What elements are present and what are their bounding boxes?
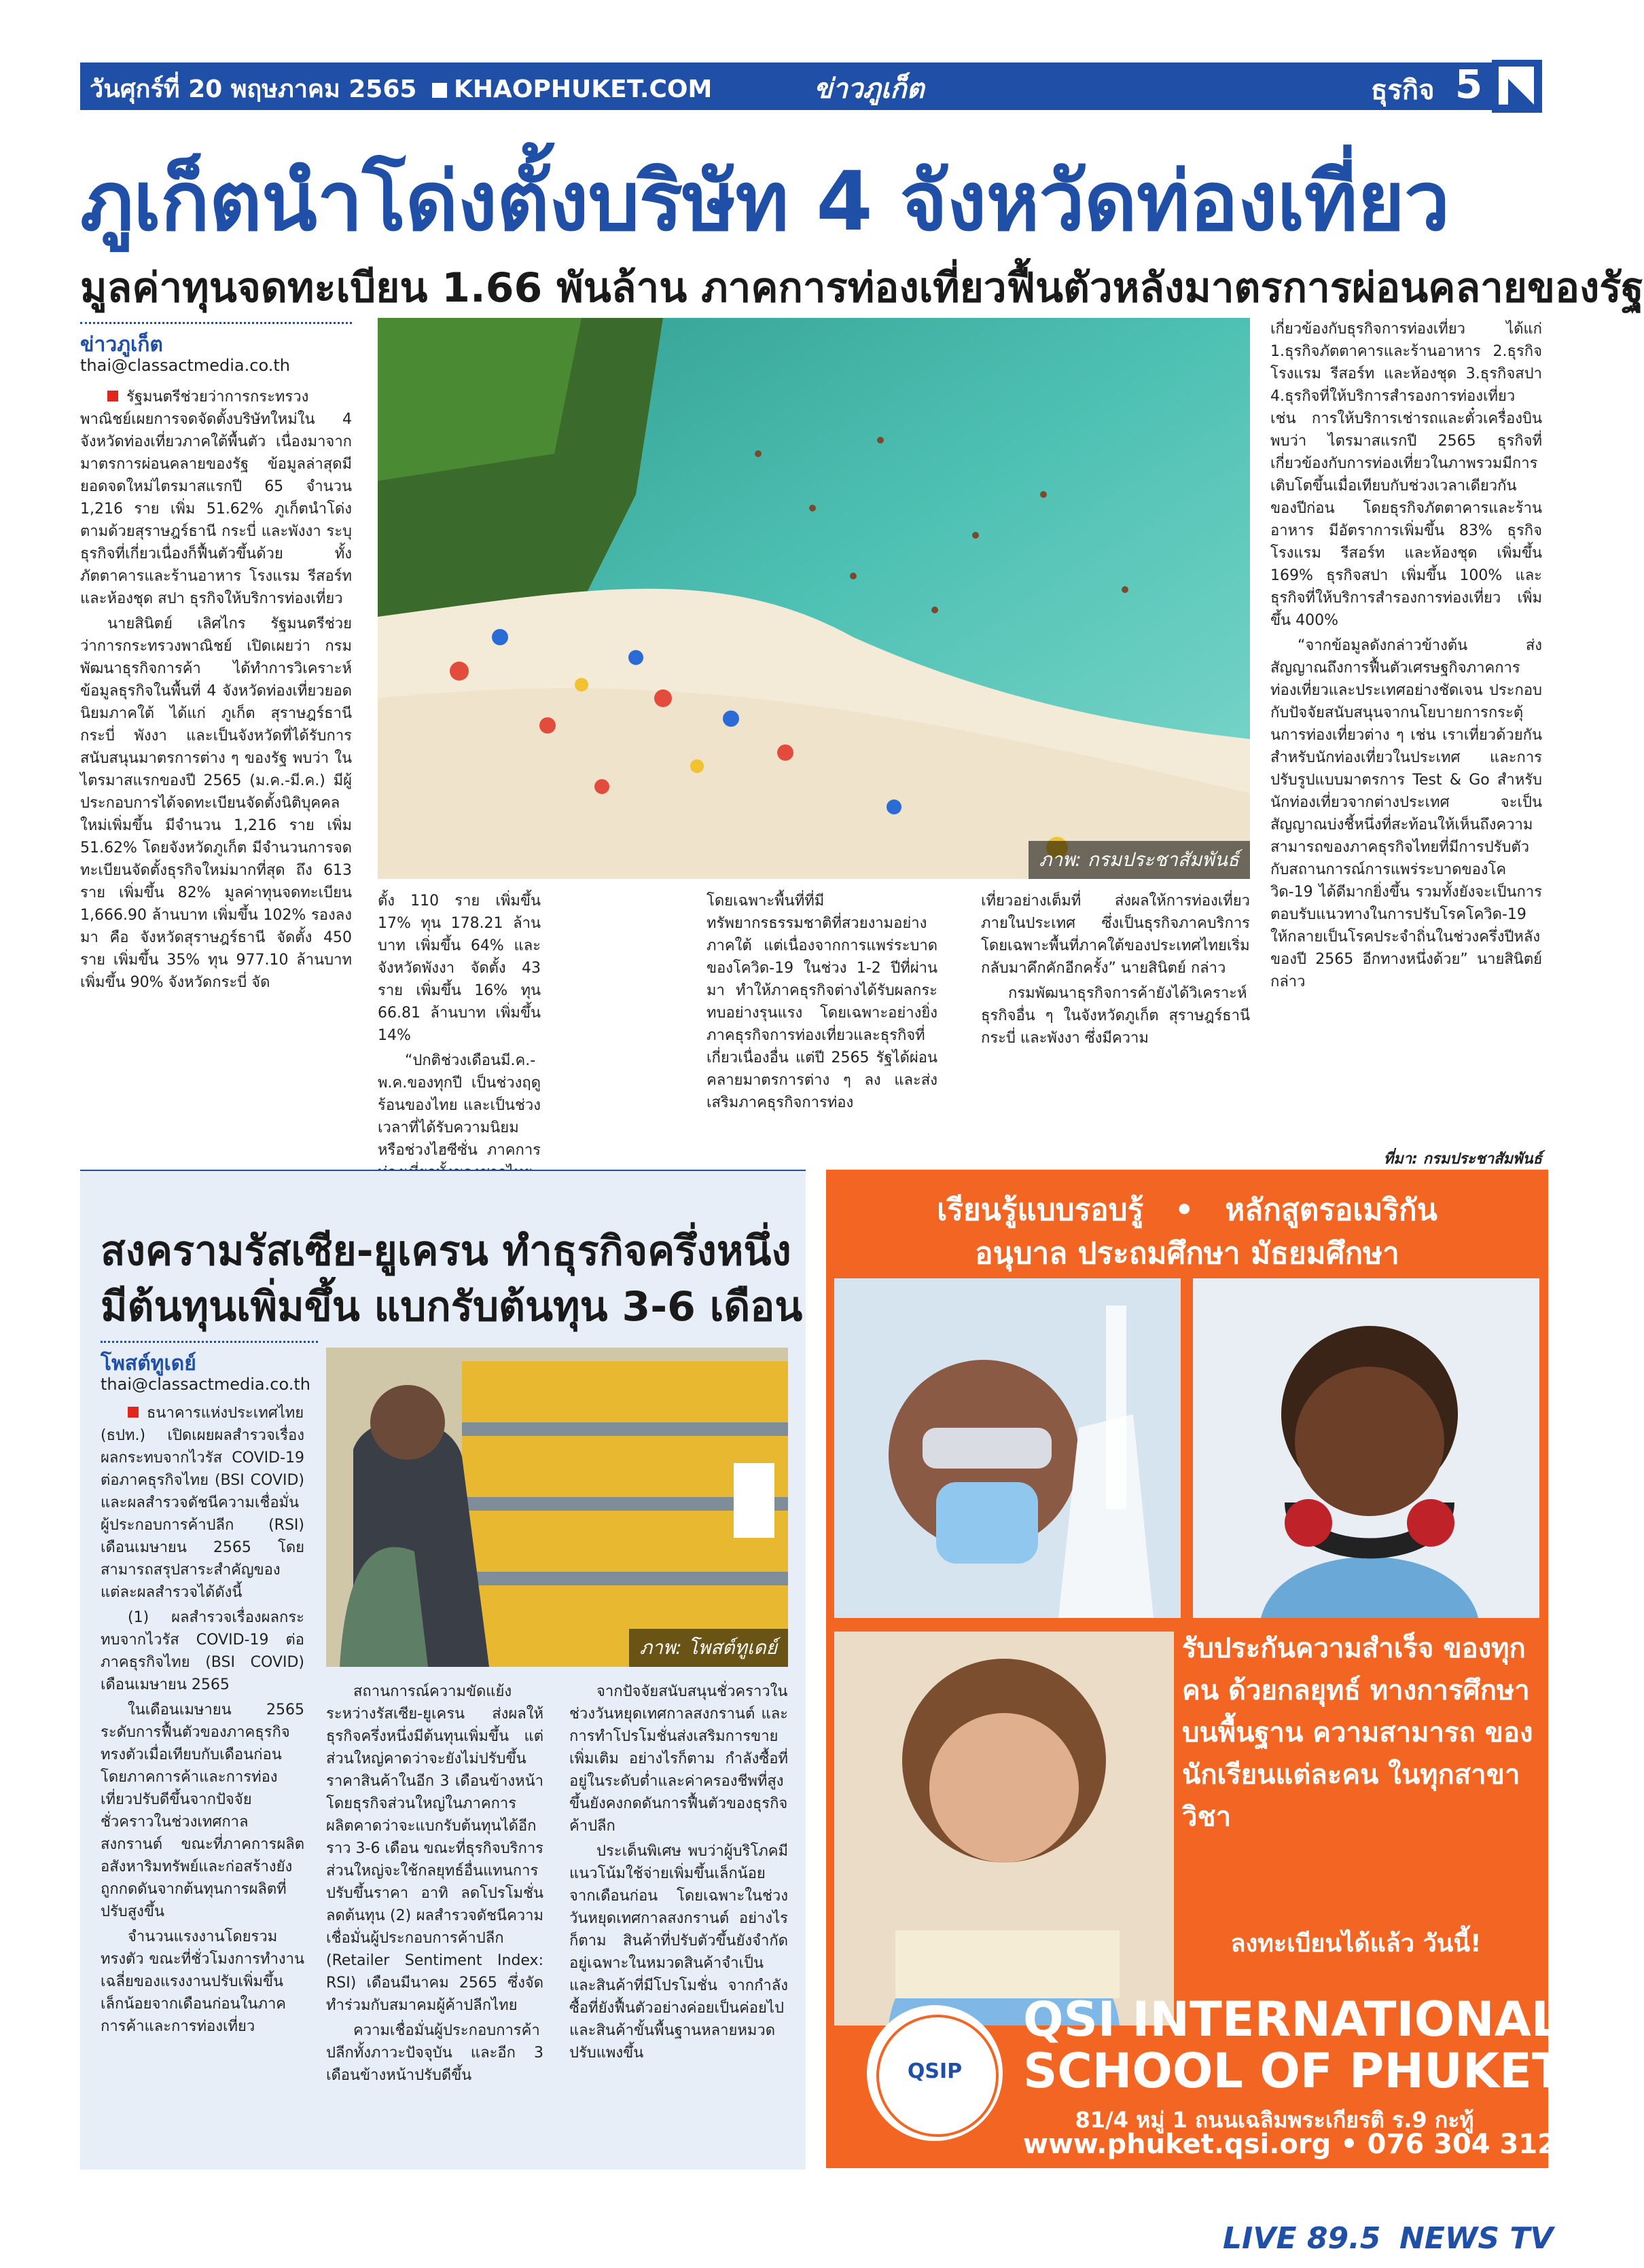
paragraph: ความเชื่อมั่นผู้ประกอบการค้าปลีกทั้งภาวะปัจจุบัน และอีก 3 เดือนข้างหน้าปรับดีขึ้น xyxy=(326,2022,543,2084)
paragraph: ตั้ง 110 ราย เพิ่มขึ้น 17% ทุน 178.21 ล้านบาท เพิ่มขึ้น 64% และจังหวัดพังงา จัดตั้ง 43 ราย เพิ่มขึ้น 16% ทุน 66.81 ล้านบาท เพิ่มขึ้น 14% xyxy=(378,893,541,1044)
article1-email[interactable]: thai@classactmedia.co.th xyxy=(80,356,290,375)
ad-photo-scientist xyxy=(834,1278,1181,1618)
square-separator-icon xyxy=(432,83,447,98)
page-number: 5 xyxy=(1454,61,1483,107)
article2-column-1 xyxy=(101,1402,304,2156)
article1-headline: ภูเก็ตนำโด่งตั้งบริษัท 4 จังหวัดท่องเที่ยว xyxy=(80,155,1450,249)
ad-school-name-line2: SCHOOL OF PHUKET xyxy=(1023,2043,1565,2099)
bullet-square-icon xyxy=(107,391,118,401)
paragraph: รัฐมนตรีช่วยว่าการกระทรวงพาณิชย์เผยการจดจัดตั้งบริษัทใหม่ใน 4 จังหวัดท่องเที่ยวภาคใต้พื้นตัว เนื่องมาจากมาตรการผ่อนคลายของรัฐ ข้อมูลล่าสุดมียอดจดใหม่ไตรมาสแรกปี 65 จำนวน 1,216 ราย เพิ่ม 51.62% ภูเก็ตนำโด่ง ตามด้วยสุราษฎร์ธานี กระบี่ และพังงา ระบุธุรกิจที่เกี่ยวเนื่องก็ฟื้นตัวขึ้นด้วย ทั้งภัตตาคารและร้านอาหาร โรงแรม รีสอร์ทและห้องชุด สปา ธุรกิจให้บริการท่องเที่ยว xyxy=(80,389,352,607)
news-tv-logo: NEWS TV xyxy=(1399,2221,1554,2256)
live-radio-logo: LIVE 89.5 xyxy=(1223,2221,1381,2256)
article2-column-3 xyxy=(569,1680,788,2156)
article1-column-2 xyxy=(378,890,541,1162)
article1-column-5 xyxy=(1270,318,1542,1147)
beach-photo xyxy=(378,318,1250,879)
ad-photo-boy xyxy=(1193,1278,1539,1618)
article2-headline-line1: สงครามรัสเซีย-ยูเครน ทำธุรกิจครึ่งหนึ่ง xyxy=(101,1227,791,1275)
ad-tagline xyxy=(826,1186,1548,1234)
qsip-seal-logo xyxy=(867,2005,1003,2141)
paragraph: จำนวนแรงงานโดยรวมทรงตัว ขณะที่ชั่วโมงการทำงานเฉลี่ยของแรงงานปรับเพิ่มขึ้นเล็กน้อยจากเดือนก่อนในภาคการค้าและการท่องเที่ยว xyxy=(101,1928,304,2035)
seal-text: QSIP xyxy=(907,2059,963,2083)
paragraph: จากปัจจัยสนับสนุนชั่วคราวในช่วงวันหยุดเทศกาลสงกรานต์ และการทำโปรโมชั่นส่งเสริมการขายเพิ่มเติม อย่างไรก็ตาม กำลังซื้อที่อยู่ในระดับต่ำและค่าครองชีพที่สูงขึ้นยังคงกดดันการฟื้นตัวของธุรกิจค้าปลีก xyxy=(569,1683,788,1835)
paragraph: “ปกติช่วงเดือนมี.ค.-พ.ค.ของทุกปี เป็นช่วงฤดูร้อนของไทย และเป็นช่วงเวลาที่ได้รับความนิยมหรือช่วงไฮซีซั่น ภาคการ xyxy=(378,1052,541,1159)
ad-levels: อนุบาล ประถมศึกษา มัธยมศึกษา xyxy=(975,1236,1399,1271)
article1-subhead: มูลค่าทุนจดทะเบียน 1.66 พันล้าน ภาคการท่องเที่ยวฟื้นตัวหลังมาตรการผ่อนคลายของรัฐ xyxy=(80,264,1644,312)
ad-tagline-separator: • xyxy=(1175,1193,1194,1227)
paragraph: กรมพัฒนาธุรกิจการค้ายังได้วิเคราะห์ธุรกิจอื่น ๆ ในจังหวัดภูเก็ต สุราษฎร์ธานี กระบี่ และพังงา ซึ่งมีความ xyxy=(981,985,1250,1047)
section-name: ธุรกิจ xyxy=(1371,75,1435,106)
byline-divider xyxy=(101,1341,318,1343)
article2-email[interactable]: thai@classactmedia.co.th xyxy=(101,1375,310,1394)
ad-website-phone[interactable]: www.phuket.qsi.org • 076 304 312 xyxy=(1023,2129,1556,2160)
paragraph: เกี่ยวข้องกับธุรกิจการท่องเที่ยว ได้แก่ 1.ธุรกิจภัตตาคารและร้านอาหาร 2.ธุรกิจโรงแรม รีสอร์ท และห้องชุด 3.ธุรกิจสปา 4.ธุรกิจที่ให้บริการสำรองการท่องเที่ยว เช่น การให้บริการเช่ารถและตั๋วเครื่องบิน พบว่า ไตรมาสแรกปี 2565 ธุรกิจที่เกี่ยวข้องกับการท่องเที่ยวในภาพรวมมีการเติบโตขึ้นเมื่อเทียบกับช่วงเวลาเดียวกันของปีก่อน โดยธุรกิจภัตตาคารและร้านอาหาร มีอัตราการเพิ่มขึ้น 83% ธุรกิจโรงแรม รีสอร์ท และห้องชุด เพิ่มขึ้น 169% ธุรกิจสปา เพิ่มขึ้น 100% และธุรกิจที่ให้บริการสำรองการท่องเที่ยว เพิ่มขึ้น 400% xyxy=(1270,321,1542,629)
ad-register-now[interactable]: ลงทะเบียนได้แล้ว วันนี้! xyxy=(1230,1930,1482,1958)
paragraph: “จากข้อมูลดังกล่าวข้างต้น ส่งสัญญาณถึงการฟื้นตัวเศรษฐกิจภาคการท่องเที่ยวและประเทศอย่างชัดเจน ประกอบกับปัจจัยสนับสนุนจากนโยบายการกระตุ้นการท่องเที่ยวต่าง ๆ เช่น เราเที่ยวด้วยกัน สำหรับนักท่องเที่ยวในประเทศ และการปรับรูปแบบมาตรการ Test & Go สำหรับนักท่องเที่ยวจากต่างประเทศ จะเป็นสัญญาณบ่งชี้หนึ่งที่สะท้อนให้เห็นถึงความสามารถของภาคธุรกิจไทยที่มีการปรับตัวกับสถานการณ์การแพร่ระบาดของโควิด-19 ได้ดีมากยิ่งขึ้น รวมทั้งยังจะเป็นการตอบรับแนวทางในการปรับโรคโควิด-19 ให้กลายเป็นโรคประจำถิ่นในช่วงครึ่งปีหลังของปี 2565 อีกทางหนึ่งด้วย” นายสินิตย์ กล่าว xyxy=(1270,637,1542,990)
article1-column-3 xyxy=(707,890,937,1162)
header-date: วันศุกร์ที่ 20 พฤษภาคม 2565 xyxy=(90,75,417,103)
ad-slogan: รับประกันความสำเร็จ ของทุกคน ด้วยกลยุทธ์ ทางการศึกษาบนพื้นฐาน ความสามารถ ของนักเรียนแต่ละคน ในทุกสาขาวิชา xyxy=(1182,1633,1533,1833)
paragraph: เที่ยวอย่างเต็มที่ ส่งผลให้การท่องเที่ยวภายในประเทศ ซึ่งเป็นธุรกิจภาคบริการ โดยเฉพาะพื้นที่ภาคใต้ของประเทศไทยเริ่มกลับมาคึกคักอีกครั้ง” นายสินิตย์ กล่าว xyxy=(981,893,1250,977)
header-date-site xyxy=(90,69,712,108)
paragraph: ในเดือนเมษายน 2565 ระดับการฟื้นตัวของภาคธุรกิจทรงตัวเมื่อเทียบกับเดือนก่อน โดยภาคการค้าและการท่องเที่ยวปรับดีขึ้นจากปัจจัยชั่วคราวในช่วงเทศกาลสงกรานต์ ขณะที่ภาคการผลิตอสังหาริมทรัพย์และก่อสร้างยังถูกกดดันจากต้นทุนการผลิตที่ปรับสูงขึ้น xyxy=(101,1702,304,1920)
paragraph: ประเด็นพิเศษ พบว่าผู้บริโภคมีแนวโน้มใช้จ่ายเพิ่มขึ้นเล็กน้อยจากเดือนก่อน โดยเฉพาะในช่วงวันหยุดเทศกาลสงกรานต์ อย่างไรก็ตาม สินค้าที่ปรับตัวขึ้นยังจำกัดอยู่เฉพาะในหมวดสินค้าจำเป็น และสินค้าที่มีโปรโมชั่น จากกำลังซื้อที่ยังฟื้นตัวอย่างค่อยเป็นค่อยไป และสินค้าขั้นพื้นฐานหลายหมวดปรับแพงขึ้น xyxy=(569,1843,788,2062)
corner-logo-icon xyxy=(1492,60,1542,113)
article1-source: ที่มา: กรมประชาสัมพันธ์ xyxy=(1383,1151,1542,1168)
paragraph: โดยเฉพาะพื้นที่ที่มีทรัพยากรธรรมชาติที่สวยงามอย่างภาคใต้ แต่เนื่องจากการแพร่ระบาดของโควิด-19 ในช่วง 1-2 ปีที่ผ่านมา ทำให้ภาคธุรกิจต่างได้รับผลกระทบอย่างรุนแรง โดยเฉพาะอย่างยิ่งภาคธุรกิจการท่องเที่ยวและธุรกิจที่เกี่ยวเนื่องอื่น แต่ปี 2565 รัฐได้ผ่อนคลายมาตรการต่าง ๆ ลง และส่งเสริมภาคธุรกิจการท่อง xyxy=(707,893,937,1111)
paragraph: (1) ผลสำรวจเรื่องผลกระทบจากไวรัส COVID-19 ต่อภาคธุรกิจไทย (BSI COVID) เดือนเมษายน 2565 xyxy=(101,1609,304,1693)
article1-column-4 xyxy=(981,890,1250,1162)
bullet-square-icon xyxy=(128,1407,139,1418)
article1-byline: ข่าวภูเก็ต xyxy=(80,333,163,357)
photo-caption: ภาพ: กรมประชาสัมพันธ์ xyxy=(1029,841,1250,879)
masthead-logo: ข่าวภูเก็ต xyxy=(814,73,925,105)
ad-tagline-right: หลักสูตรอเมริกัน xyxy=(1225,1193,1437,1227)
page-header-bar xyxy=(80,62,1520,110)
ad-photo-girl xyxy=(834,1632,1174,2026)
article2-byline: โพสต์ทูเดย์ xyxy=(101,1352,196,1375)
header-site[interactable]: KHAOPHUKET.COM xyxy=(454,75,713,103)
article1-column-1 xyxy=(80,386,352,1167)
supermarket-photo xyxy=(326,1348,788,1667)
article2-box xyxy=(80,1170,806,2170)
photo-caption: ภาพ: โพสต์ทูเดย์ xyxy=(629,1629,788,1667)
paragraph: นายสินิตย์ เลิศไกร รัฐมนตรีช่วยว่าการกระทรวงพาณิชย์ เปิดเผยว่า กรมพัฒนาธุรกิจการค้า ได้ทำการวิเคราะห์ข้อมูลธุรกิจในพื้นที่ 4 จังหวัดท่องเที่ยวยอดนิยมภาคใต้ ได้แก่ ภูเก็ต สุราษฎร์ธานี กระบี่ พังงา และเป็นจังหวัดที่ได้รับการสนับสนุนมาตรการต่าง ๆ ของรัฐ พบว่า ในไตรมาสแรกของปี 2565 (ม.ค.-มี.ค.) มีผู้ประกอบการได้จดทะเบียนจัดตั้งนิติบุคคลใหม่เพิ่มขึ้น มีจำนวน 1,216 ราย เพิ่ม 51.62% โดยจังหวัดภูเก็ต มีจำนวนการจดทะเบียนจัดตั้งธุรกิจใหม่มากที่สุด ถึง 613 ราย เพิ่มขึ้น 82% มูลค่าทุนจดทะเบียน 1,666.90 ล้านบาท เพิ่มขึ้น 102% รองลงมา คือ จังหวัดสุราษฎร์ธานี จัดตั้ง 450 ราย เพิ่มขึ้น 35% ทุน 977.10 ล้านบาท เพิ่มขึ้น 90% จังหวัดกระบี่ จัด xyxy=(80,615,352,991)
article2-headline-line2: มีต้นทุนเพิ่มขึ้น แบกรับต้นทุน 3-6 เดือน xyxy=(101,1283,803,1331)
school-advertisement[interactable] xyxy=(826,1170,1565,2168)
article2-column-2 xyxy=(326,1680,543,2156)
ad-school-name-line1: QSI INTERNATIONAL xyxy=(1023,1992,1562,2047)
ad-tagline-left: เรียนรู้แบบรอบรู้ xyxy=(937,1193,1144,1227)
ad-address: 81/4 หมู่ 1 ถนนเฉลิมพระเกียรติ ร.9 กะทู้ xyxy=(1075,2107,1474,2133)
paragraph: สถานการณ์ความขัดแย้งระหว่างรัสเซีย-ยูเครน ส่งผลให้ธุรกิจครึ่งหนึ่งมีต้นทุนเพิ่มขึ้น แต่ส่วนใหญ่คาดว่าจะยังไม่ปรับขึ้นราคาสินค้าในอีก 3 เดือนข้างหน้า โดยธุรกิจส่วนใหญ่ในภาคการผลิตคาดว่าจะแบกรับต้นทุนได้อีกราว 3-6 เดือน ขณะที่ธุรกิจบริการส่วนใหญ่จะใช้กลยุทธ์อื่นแทนการปรับขึ้นราคา อาทิ ลดโปรโมชั่น ลดต้นทุน (2) ผลสำรวจดัชนีความเชื่อมั่นผู้ประกอบการค้าปลีก (Retailer Sentiment Index: RSI) เดือนมีนาคม 2565 ซึ่งจัดทำร่วมกับสมาคมผู้ค้าปลีกไทย xyxy=(326,1683,543,2014)
paragraph: ธนาคารแห่งประเทศไทย (ธปท.) เปิดเผยผลสำรวจเรื่องผลกระทบจากไวรัส COVID-19 ต่อภาคธุรกิจไทย (BSI COVID) และผลสำรวจดัชนีความเชื่อมั่นผู้ประกอบการค้าปลีก (RSI) เดือนเมษายน 2565 โดยสามารถสรุปสาระสำคัญของแต่ละผลสำรวจได้ดังนี้ xyxy=(101,1405,304,1601)
byline-divider xyxy=(80,322,352,324)
